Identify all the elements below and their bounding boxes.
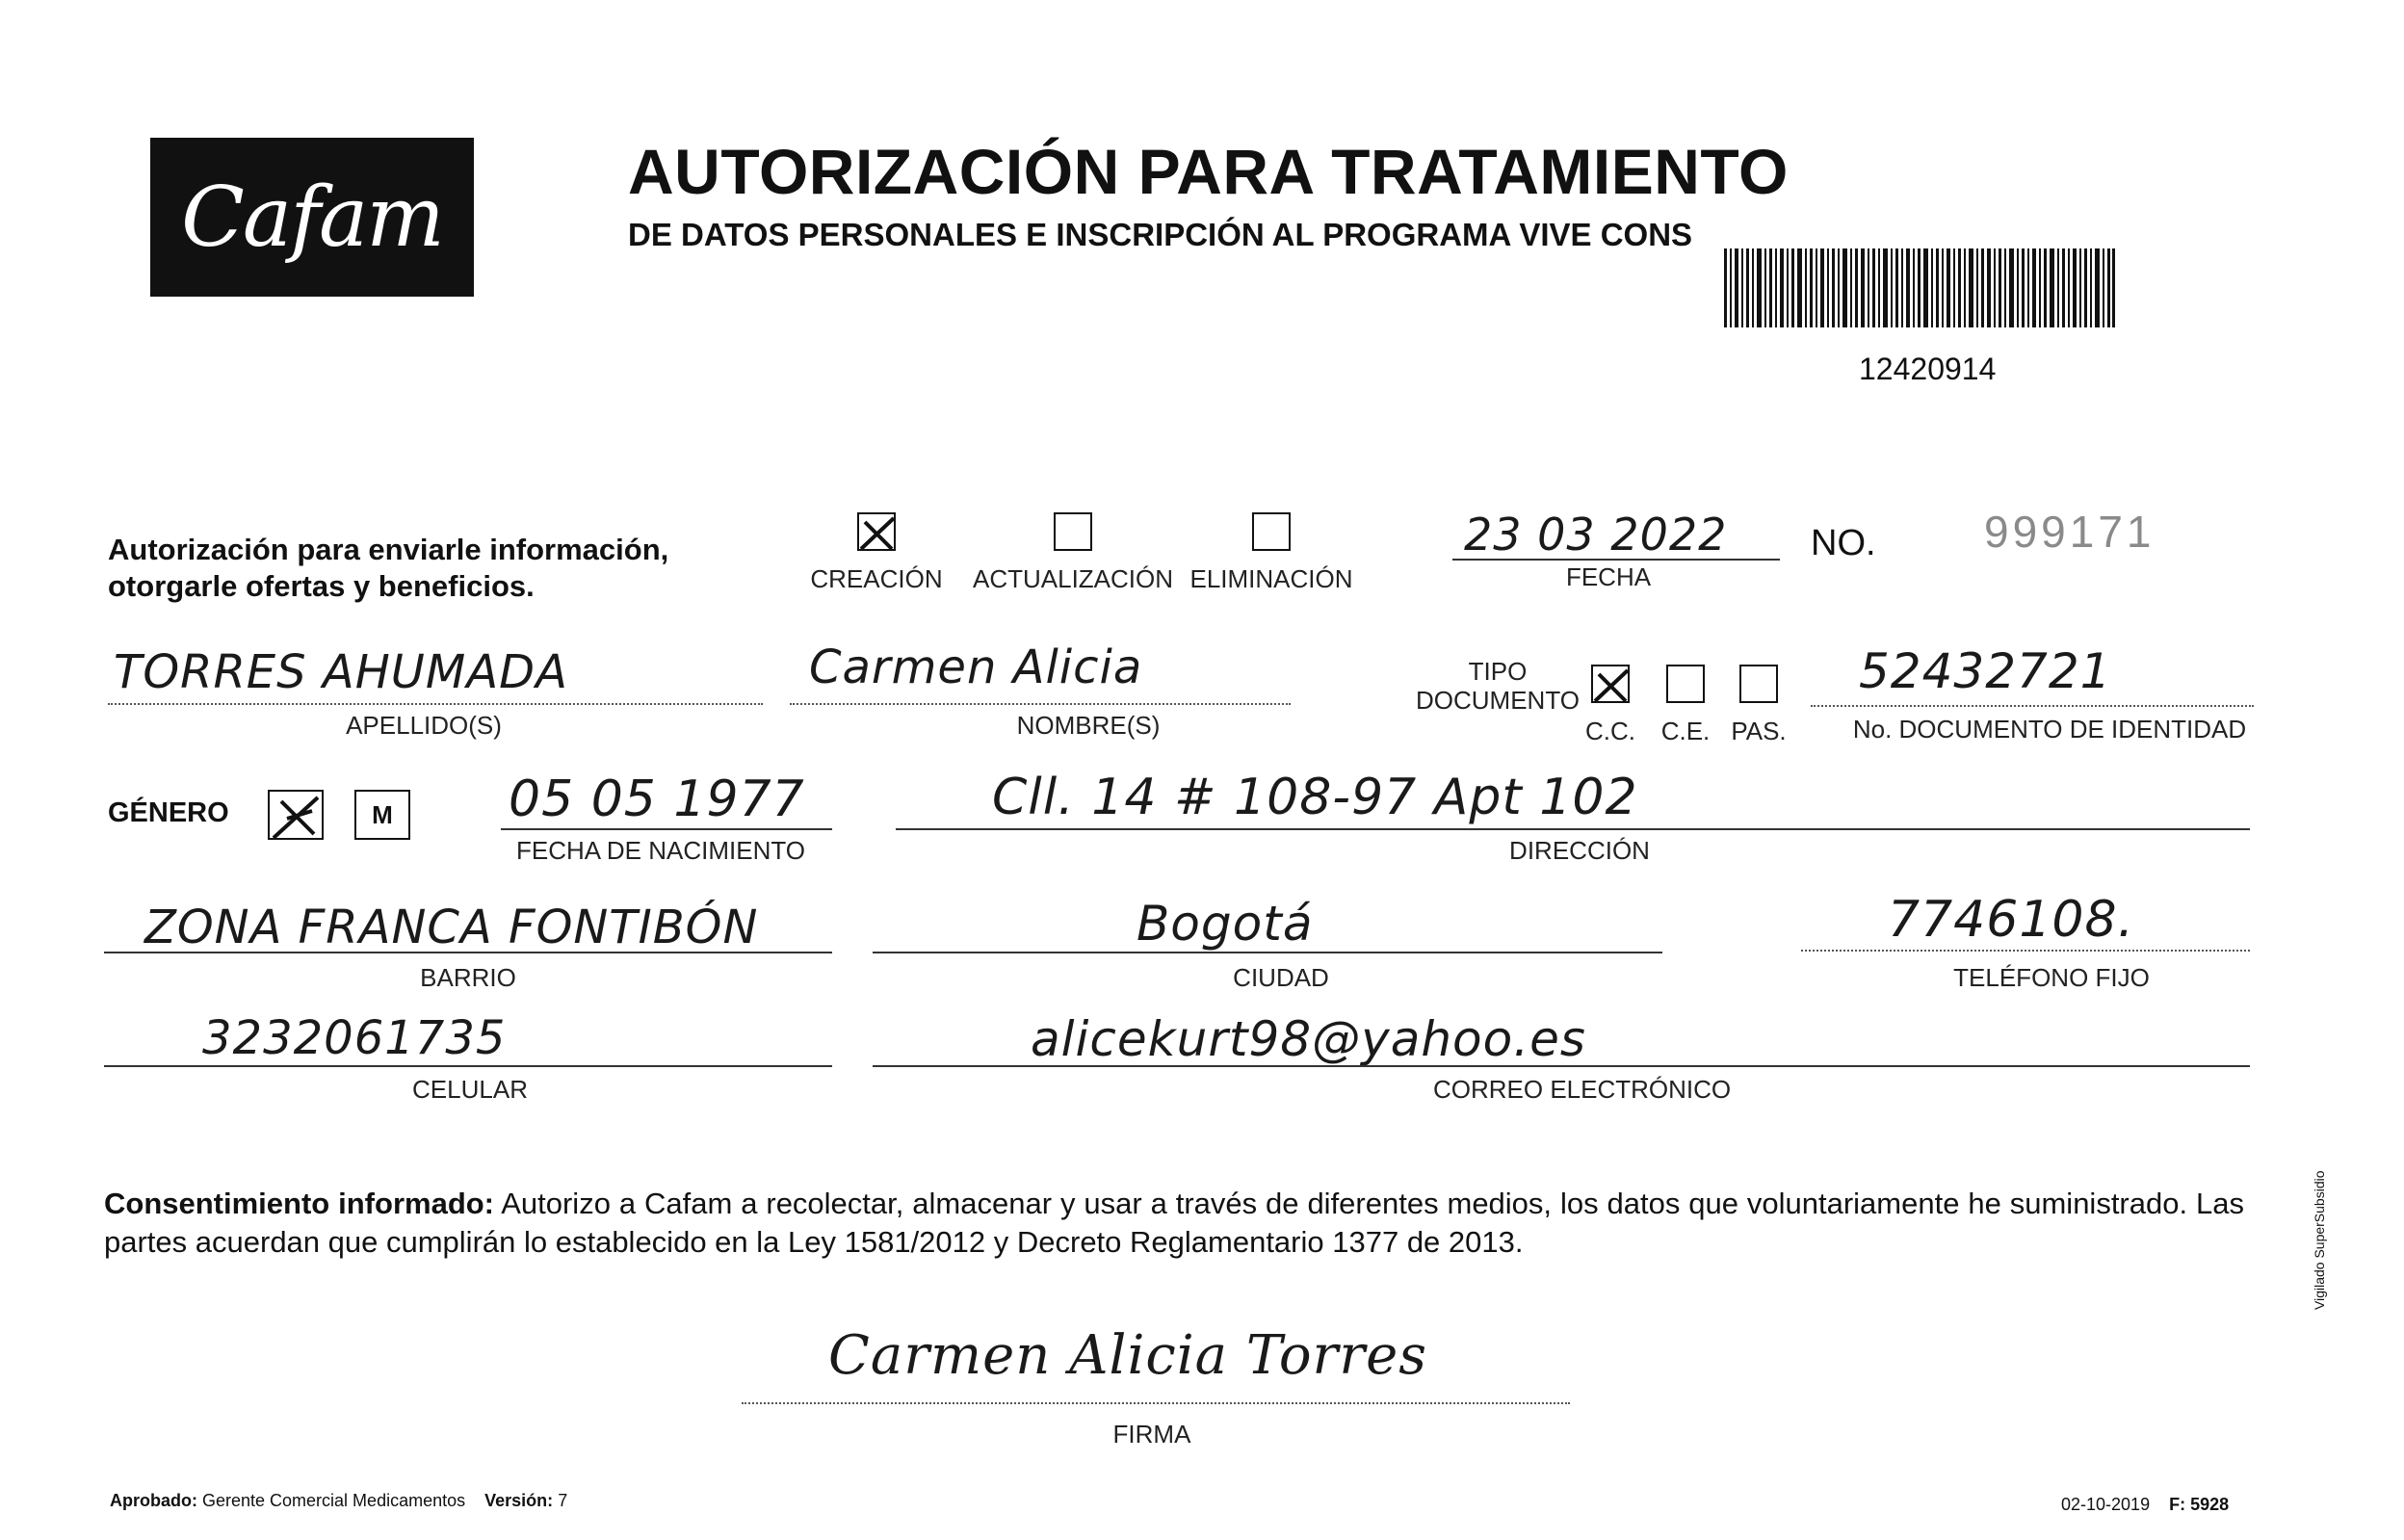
ciudad-line bbox=[873, 952, 1662, 953]
barrio-line bbox=[104, 952, 832, 953]
signature-line bbox=[742, 1402, 1570, 1404]
nombre-label: NOMBRE(S) bbox=[1016, 711, 1161, 740]
direccion-value[interactable]: Cll. 14 # 108-97 Apt 102 bbox=[992, 769, 1638, 826]
correo-value[interactable]: alicekurt98@yahoo.es bbox=[1031, 1011, 1586, 1067]
fecha-nacimiento-line bbox=[501, 828, 832, 830]
correo-label: CORREO ELECTRÓNICO bbox=[1433, 1075, 1732, 1104]
signature-value[interactable]: Carmen Alicia Torres bbox=[828, 1324, 1427, 1387]
tipo-label: TIPO bbox=[1468, 657, 1528, 686]
version-label: Versión: bbox=[484, 1491, 554, 1510]
footer-codes bbox=[2061, 1495, 2229, 1515]
approved-label: Aprobado: bbox=[110, 1491, 197, 1510]
cafam-logo bbox=[150, 138, 474, 297]
apellidos-line bbox=[108, 703, 763, 705]
celular-label: CELULAR bbox=[412, 1075, 528, 1104]
form-code: F: 5928 bbox=[2169, 1495, 2230, 1514]
genero-label: GÉNERO bbox=[108, 797, 229, 828]
consent-text bbox=[104, 1185, 2244, 1262]
no-label: NO. bbox=[1811, 523, 1876, 563]
authorization-heading-line2: otorgarle ofertas y beneficios. bbox=[108, 569, 535, 603]
date-code: 02-10-2019 bbox=[2061, 1495, 2151, 1514]
authorization-heading-line1: Autorización para enviarle información, bbox=[108, 533, 669, 566]
cc-checkbox[interactable] bbox=[1591, 665, 1630, 703]
form-subtitle: DE DATOS PERSONALES E INSCRIPCIÓN AL PROGRAMA VIVE CONS bbox=[628, 217, 1693, 252]
apellidos-label: APELLIDO(S) bbox=[346, 711, 502, 740]
eliminacion-checkbox[interactable] bbox=[1252, 512, 1291, 551]
cc-label: C.C. bbox=[1585, 717, 1635, 745]
vertical-watermark: Vigilado SuperSubsidio bbox=[2312, 1170, 2327, 1310]
ce-checkbox[interactable] bbox=[1666, 665, 1705, 703]
consent-bold-prefix: Consentimiento informado: bbox=[104, 1187, 495, 1220]
fecha-label: FECHA bbox=[1565, 562, 1652, 591]
no-value: 999171 bbox=[1984, 507, 2156, 557]
approved-value: Gerente Comercial Medicamentos bbox=[202, 1491, 466, 1510]
ce-label: C.E. bbox=[1660, 717, 1711, 745]
telefono-label: TELÉFONO FIJO bbox=[1953, 963, 2150, 992]
celular-line bbox=[104, 1065, 832, 1067]
direccion-line bbox=[896, 828, 2250, 830]
nombre-line bbox=[790, 703, 1291, 705]
correo-line bbox=[873, 1065, 2250, 1067]
logo-text: Cafam bbox=[181, 169, 443, 266]
celular-value[interactable]: 3232061735 bbox=[202, 1011, 507, 1065]
version-value: 7 bbox=[558, 1491, 568, 1510]
barrio-label: BARRIO bbox=[420, 963, 516, 992]
pas-label: PAS. bbox=[1731, 717, 1787, 745]
creacion-label: CREACIÓN bbox=[810, 564, 943, 593]
genero-m-checkbox[interactable] bbox=[354, 790, 410, 840]
telefono-value[interactable]: 7746108. bbox=[1888, 891, 2135, 949]
authorization-heading bbox=[108, 532, 668, 605]
check-mark-icon bbox=[859, 514, 898, 553]
creacion-checkbox[interactable] bbox=[857, 512, 896, 551]
signature-label: FIRMA bbox=[1112, 1420, 1191, 1449]
apellidos-value[interactable]: TORRES AHUMADA bbox=[114, 645, 568, 699]
genero-f-checkbox[interactable] bbox=[268, 790, 324, 840]
ciudad-label: CIUDAD bbox=[1233, 963, 1329, 992]
pas-checkbox[interactable] bbox=[1739, 665, 1778, 703]
form-title: AUTORIZACIÓN PARA TRATAMIENTO bbox=[628, 136, 1789, 207]
genero-m-label: M bbox=[372, 799, 393, 829]
check-mark-icon bbox=[270, 792, 326, 842]
doc-number-line bbox=[1811, 705, 2254, 707]
barcode bbox=[1724, 248, 2115, 327]
telefono-line bbox=[1801, 950, 2250, 952]
ciudad-value[interactable]: Bogotá bbox=[1137, 896, 1314, 952]
tipo-documento-label bbox=[1416, 657, 1580, 715]
doc-number-label: No. DOCUMENTO DE IDENTIDAD bbox=[1852, 715, 2247, 744]
actualizacion-label: ACTUALIZACIÓN bbox=[972, 564, 1174, 593]
direccion-label: DIRECCIÓN bbox=[1509, 836, 1650, 865]
documento-label: DOCUMENTO bbox=[1416, 686, 1580, 715]
consent-body: Autorizo a Cafam a recolectar, almacenar y usar a través de diferentes medios, los datos que voluntariamente he suministrado. Las partes acuerdan que cumplirán lo establecido en la Ley 1581/2012 y Decreto Reglamentario 1377 de 2013. bbox=[104, 1187, 2244, 1259]
footer-approved bbox=[110, 1491, 567, 1511]
fecha-line bbox=[1452, 559, 1780, 561]
check-mark-icon bbox=[1593, 666, 1632, 705]
doc-number-value[interactable]: 52432721 bbox=[1859, 643, 2112, 699]
fecha-nacimiento-value[interactable]: 05 05 1977 bbox=[509, 770, 805, 828]
fecha-value[interactable]: 23 03 2022 bbox=[1464, 509, 1728, 561]
fecha-nacimiento-label: FECHA DE NACIMIENTO bbox=[515, 836, 806, 865]
barcode-number: 12420914 bbox=[1859, 352, 1997, 386]
eliminacion-label: ELIMINACIÓN bbox=[1189, 564, 1353, 593]
actualizacion-checkbox[interactable] bbox=[1054, 512, 1092, 551]
barrio-value[interactable]: ZONA FRANCA FONTIBÓN bbox=[144, 901, 759, 954]
nombre-value[interactable]: Carmen Alicia bbox=[809, 640, 1143, 694]
